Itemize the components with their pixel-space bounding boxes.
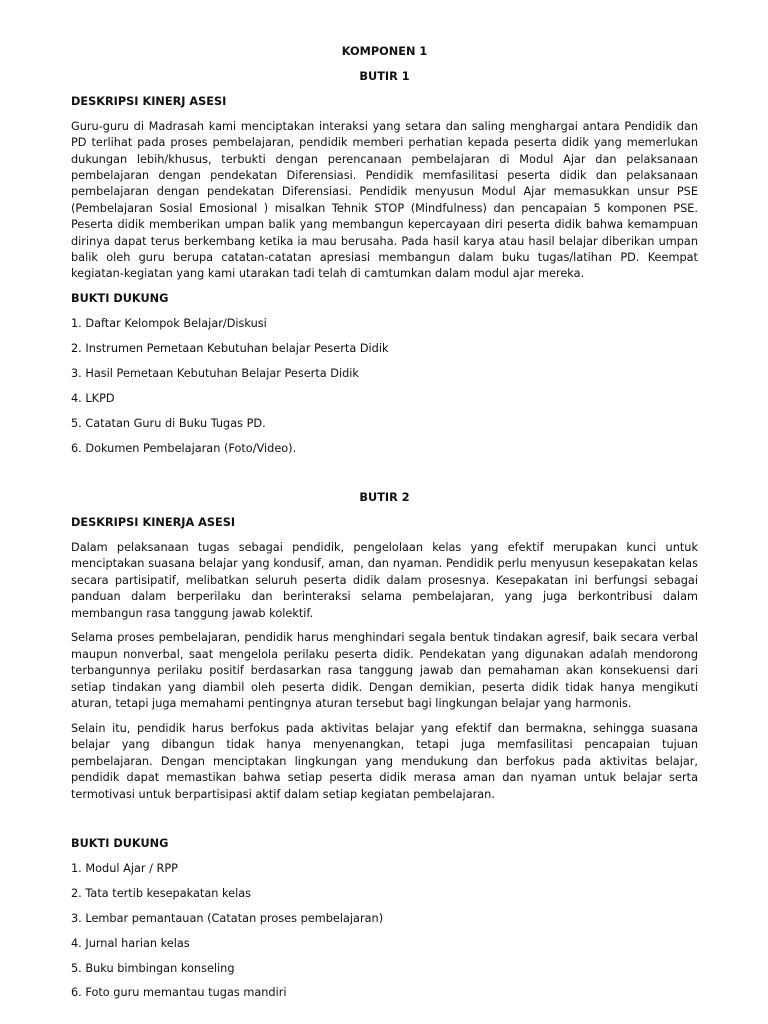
butir-1-bukti-list xyxy=(71,316,698,457)
butir-2-bukti-list xyxy=(71,861,698,1002)
list-item: 5. Buku bimbingan konseling xyxy=(71,961,235,975)
komponen-title: KOMPONEN 1 xyxy=(341,45,428,58)
butir-2-title: BUTIR 2 xyxy=(359,491,410,505)
butir-1-deskripsi-text: Guru-guru di Madrasah kami menciptakan interaksi yang setara dan saling menghargai antara Pendidik dan PD terlihat pada proses pembelajaran, pendidik memberi perhatian kepada peserta didik yang memerlukan dukungan lebih/khusus, terbukti dengan perencanaan pembelajaran di Modul Ajar dan pelaksanaan pembelajaran dengan pendekatan Diferensiasi. Pendidik memfasilitasi peserta didik dan pelaksanaan pembelajaran dengan pendekatan Diferensiasi. Pendidik menyusun Modul Ajar memasukkan unsur PSE (Pembelajaran Sosial Emosional ) misalkan Tehnik STOP (Mindfulness) dan pencapaian 5 komponen PSE. Peserta didik memberikan umpan balik yang membangun kepercayaan diri peserta didik bahwa kemampuan dirinya dapat terus berkembang ketika ia mau berusaha. Pada hasil karya atau hasil belajar diberikan umpan balik oleh guru berupa catatan-catatan apresiasi membangun dalam buku tugas/latihan PD. Keempat kegiatan-kegiatan yang kami utarakan tadi telah di camtumkan dalam modul ajar mereka. xyxy=(71,119,698,281)
document-page xyxy=(71,44,698,1002)
list-item: 6. Foto guru memantau tugas mandiri xyxy=(71,986,287,1000)
list-item: 2. Instrumen Pemetaan Kebutuhan belajar Peserta Didik xyxy=(71,342,389,356)
butir-1-bukti-heading: BUKTI DUKUNG xyxy=(71,292,169,306)
butir-2-paragraph-2: Selama proses pembelajaran, pendidik harus menghindari segala bentuk tindakan agresif, baik secara verbal maupun nonverbal, saat mengelola perilaku peserta didik. Pendekatan yang digunakan adalah mendorong terbangunnya perilaku positif berdasarkan rasa tanggung jawab dan pemahaman akan konsekuensi dari setiap tindakan yang diambil oleh peserta didik. Dengan demikian, peserta didik tidak hanya mengikuti aturan, tetapi juga memahami pentingnya aturan tersebut bagi lingkungan belajar yang harmonis. xyxy=(71,631,698,711)
list-item: 3. Lembar pemantauan (Catatan proses pembelajaran) xyxy=(71,911,384,925)
butir-2-paragraph-3: Selain itu, pendidik harus berfokus pada aktivitas belajar yang efektif dan bermakna, sehingga suasana belajar yang dibangun tidak hanya menyenangkan, tetapi juga memfasilitasi pencapaian tujuan pembelajaran. Dengan menciptakan lingkungan yang mendukung dan berfokus pada aktivitas belajar, pendidik dapat memastikan bahwa setiap peserta didik merasa aman dan nyaman untuk belajar serta termotivasi untuk berpartisipasi aktif dalam setiap kegiatan pembelajaran. xyxy=(71,722,698,801)
butir-2-bukti-heading: BUKTI DUKUNG xyxy=(71,837,169,851)
list-item: 3. Hasil Pemetaan Kebutuhan Belajar Peserta Didik xyxy=(71,367,359,380)
list-item: 1. Modul Ajar / RPP xyxy=(71,861,178,875)
butir-2-paragraph-1: Dalam pelaksanaan tugas sebagai pendidik, pengelolaan kelas yang efektif merupakan kunci untuk menciptakan suasana belajar yang kondusif, aman, dan nyaman. Pendidik perlu menyusun kesepakatan kelas secara partisipatif, melibatkan seluruh peserta didik dalam prosesnya. Kesepakatan ini berfungsi sebagai panduan dalam berperilaku dan berinteraksi selama pembelajaran, yang juga berkontribusi dalam membangun rasa tanggung jawab kolektif. xyxy=(71,540,698,620)
list-item: 2. Tata tertib kesepakatan kelas xyxy=(71,886,252,900)
butir-1-deskripsi-heading: DESKRIPSI KINERJ ASESI xyxy=(71,94,227,108)
list-item: 4. LKPD xyxy=(71,391,115,405)
list-item: 1. Daftar Kelompok Belajar/Diskusi xyxy=(71,317,267,331)
list-item: 4. Jurnal harian kelas xyxy=(71,936,190,950)
list-item: 5. Catatan Guru di Buku Tugas PD. xyxy=(71,416,266,430)
butir-2-deskripsi-heading: DESKRIPSI KINERJA ASESI xyxy=(71,516,236,530)
butir-1-title: BUTIR 1 xyxy=(359,69,410,83)
list-item: 6. Dokumen Pembelajaran (Foto/Video). xyxy=(71,441,297,455)
